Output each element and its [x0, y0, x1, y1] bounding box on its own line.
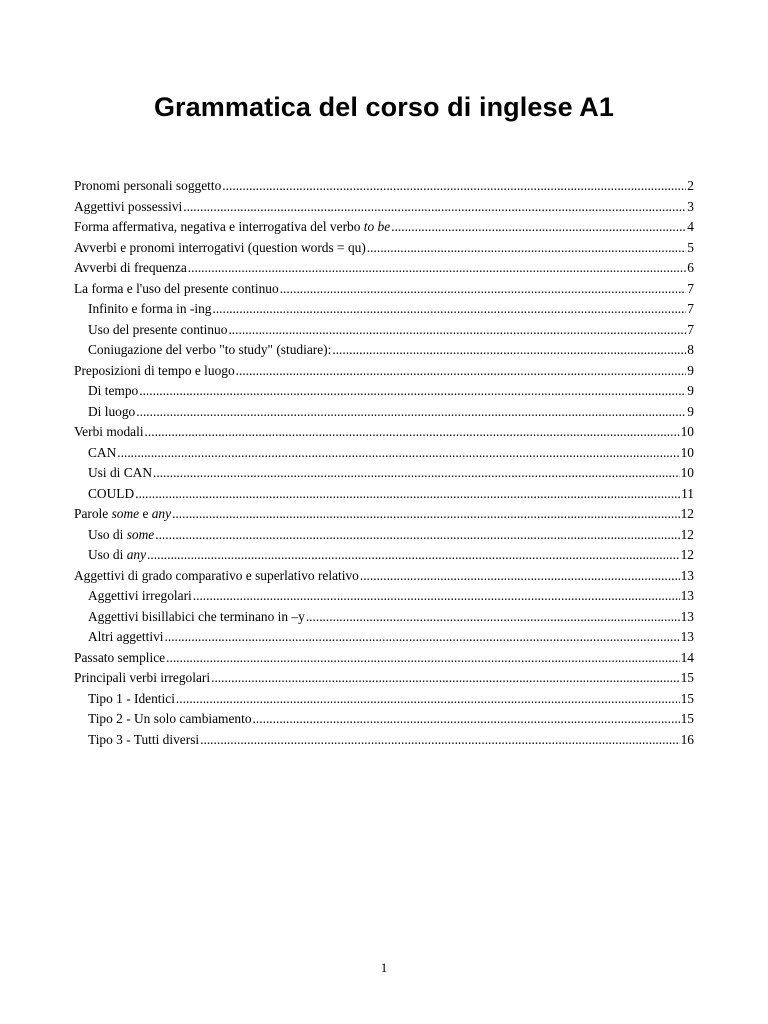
- toc-dot-leader: [147, 545, 680, 566]
- toc-entry-label: [74, 566, 359, 587]
- toc-entry-label: [74, 176, 221, 197]
- toc-subentry[interactable]: [74, 689, 694, 710]
- toc-entry[interactable]: [74, 361, 694, 382]
- toc-entry-label: [88, 730, 199, 751]
- toc-label-part: some: [111, 506, 140, 521]
- toc-page-number: 15: [680, 711, 694, 726]
- toc-label-part: e: [139, 506, 152, 521]
- toc-page-number: 12: [680, 506, 694, 521]
- toc-label-part: Aggettivi bisillabici che terminano in –y: [88, 608, 305, 624]
- toc-dot-leader: [145, 422, 680, 443]
- toc-label-part: Coniugazione del verbo "to study" (studiare):: [88, 342, 332, 357]
- toc-subentry[interactable]: [74, 586, 694, 607]
- toc-page-number: 7: [687, 280, 694, 296]
- toc-label-part: Preposizioni di tempo e luogo: [74, 362, 235, 378]
- toc-entry-label: [74, 504, 171, 525]
- toc-dot-leader: [280, 279, 687, 300]
- toc-entry-label: [74, 422, 144, 443]
- toc-page-number: 9: [687, 383, 694, 398]
- toc-dot-leader: [236, 361, 687, 382]
- toc-label-part: Principali verbi irregolari: [74, 670, 211, 685]
- toc-entry-label: [88, 627, 164, 648]
- toc-label-part: Pronomi personali soggetto: [74, 178, 222, 193]
- toc-dot-leader: [360, 566, 680, 587]
- toc-page-number: 10: [680, 465, 694, 480]
- toc-page-number: 13: [680, 629, 694, 644]
- toc-entry[interactable]: [74, 197, 694, 218]
- toc-label-part: Avverbi di frequenza: [74, 260, 187, 275]
- toc-subentry[interactable]: [74, 320, 694, 341]
- toc-entry[interactable]: [74, 648, 694, 669]
- toc-entry-label: [88, 484, 134, 505]
- toc-dot-leader: [211, 668, 680, 689]
- toc-entry[interactable]: [74, 422, 694, 443]
- toc-entry-label: [88, 586, 192, 607]
- toc-label-part: Aggettivi possessivi: [74, 198, 183, 214]
- toc-entry-label: [74, 648, 165, 669]
- toc-dot-leader: [153, 463, 680, 484]
- toc-dot-leader: [117, 443, 679, 464]
- toc-entry[interactable]: [74, 566, 694, 587]
- toc-entry-label: [88, 402, 135, 423]
- toc-label-part: Verbi modali: [74, 424, 144, 439]
- toc-subentry[interactable]: [74, 381, 694, 402]
- toc-label-part: Usi di CAN: [88, 465, 152, 480]
- toc-entry-label: [74, 668, 210, 689]
- toc-dot-leader: [166, 648, 679, 669]
- toc-subentry[interactable]: [74, 484, 694, 505]
- toc-dot-leader: [136, 402, 686, 423]
- toc-dot-leader: [391, 217, 686, 238]
- toc-dot-leader: [212, 299, 686, 320]
- toc-entry[interactable]: [74, 668, 694, 689]
- toc-page-number: 7: [687, 301, 694, 316]
- toc-entry-label: [88, 545, 146, 566]
- toc-subentry[interactable]: [74, 607, 694, 628]
- toc-entry-label: [88, 525, 154, 546]
- toc-page-number: 8: [687, 342, 694, 357]
- toc-label-part: Di luogo: [88, 403, 136, 419]
- toc-subentry[interactable]: [74, 627, 694, 648]
- toc-label-part: Aggettivi di grado comparativo e superlativo relativo: [74, 567, 359, 583]
- toc-page-number: 14: [680, 649, 694, 665]
- toc-dot-leader: [367, 238, 687, 259]
- toc-entry-label: [88, 709, 252, 730]
- toc-entry[interactable]: [74, 504, 694, 525]
- toc-label-part: Tipo 2 - Un solo cambiamento: [88, 711, 252, 726]
- toc-subentry[interactable]: [74, 525, 694, 546]
- toc-subentry[interactable]: [74, 299, 694, 320]
- toc-dot-leader: [139, 381, 686, 402]
- toc-dot-leader: [183, 197, 686, 218]
- toc-label-part: CAN: [88, 444, 117, 460]
- toc-entry-label: [88, 463, 152, 484]
- toc-page-number: 15: [680, 670, 694, 685]
- toc-label-part: Tipo 1 - Identici: [88, 690, 175, 706]
- toc-entry-label: [74, 197, 182, 218]
- toc-dot-leader: [222, 176, 686, 197]
- toc-label-part: Altri aggettivi: [88, 629, 164, 644]
- toc-page-number: 9: [687, 403, 694, 419]
- toc-dot-leader: [155, 525, 679, 546]
- toc-label-part: Infinito e forma in -ing: [88, 301, 212, 316]
- toc-label-part: Passato semplice: [74, 649, 166, 665]
- toc-dot-leader: [165, 627, 680, 648]
- toc-label-part: Tipo 3 - Tutti diversi: [88, 731, 200, 747]
- toc-subentry[interactable]: [74, 709, 694, 730]
- toc-page-number: 2: [687, 178, 694, 193]
- toc-label-part: Uso di: [88, 547, 127, 562]
- toc-subentry[interactable]: [74, 340, 694, 361]
- toc-page-number: 6: [687, 260, 694, 275]
- toc-page-number: 7: [687, 321, 694, 337]
- toc-page-number: 11: [681, 485, 694, 501]
- table-of-contents: [74, 176, 694, 750]
- toc-page-number: 12: [680, 526, 694, 542]
- toc-label-part: La forma e l'uso del presente continuo: [74, 280, 279, 296]
- toc-subentry[interactable]: [74, 402, 694, 423]
- toc-dot-leader: [306, 607, 680, 628]
- toc-label-part: any: [151, 506, 172, 521]
- toc-entry-label: [88, 443, 116, 464]
- toc-dot-leader: [135, 484, 680, 505]
- toc-label-part: some: [126, 526, 155, 542]
- toc-label-part: to be: [363, 219, 391, 234]
- toc-page-number: 13: [680, 567, 694, 583]
- toc-page-number: 9: [687, 362, 694, 378]
- toc-subentry[interactable]: [74, 730, 694, 751]
- toc-page-number: 10: [680, 424, 694, 439]
- toc-label-part: Forma affermativa, negativa e interrogativa del verbo: [74, 219, 364, 234]
- toc-dot-leader: [228, 320, 686, 341]
- toc-page-number: 12: [680, 547, 694, 562]
- toc-dot-leader: [193, 586, 680, 607]
- toc-entry-label: [88, 381, 138, 402]
- toc-subentry[interactable]: [74, 545, 694, 566]
- toc-entry-label: [74, 238, 366, 259]
- toc-entry[interactable]: [74, 176, 694, 197]
- toc-entry-label: [74, 217, 390, 238]
- toc-page-number: 4: [687, 219, 694, 234]
- toc-entry-label: [88, 320, 227, 341]
- toc-label-part: Parole: [74, 506, 112, 521]
- toc-page-number: 5: [687, 239, 694, 255]
- toc-page-number: 13: [680, 588, 694, 603]
- toc-subentry[interactable]: [74, 443, 694, 464]
- toc-entry[interactable]: [74, 258, 694, 279]
- toc-page-number: 16: [680, 731, 694, 747]
- toc-entry-label: [74, 258, 187, 279]
- page-number: 1: [380, 960, 388, 975]
- toc-entry-label: [88, 340, 331, 361]
- toc-entry-label: [74, 361, 235, 382]
- toc-dot-leader: [172, 504, 680, 525]
- toc-dot-leader: [332, 340, 686, 361]
- toc-page-number: 13: [680, 608, 694, 624]
- toc-label-part: COULD: [88, 485, 135, 501]
- toc-subentry[interactable]: [74, 463, 694, 484]
- toc-entry[interactable]: [74, 238, 694, 259]
- toc-label-part: Di tempo: [88, 383, 139, 398]
- toc-label-part: Uso del presente continuo: [88, 321, 228, 337]
- toc-label-part: Aggettivi irregolari: [88, 588, 192, 603]
- toc-entry-label: [88, 299, 211, 320]
- toc-label-part: Avverbi e pronomi interrogativi (question words = qu): [74, 239, 366, 255]
- toc-page-number: 15: [680, 690, 694, 706]
- toc-entry-label: [88, 689, 175, 710]
- toc-dot-leader: [188, 258, 687, 279]
- toc-label-part: any: [126, 547, 147, 562]
- toc-page-number: 10: [680, 444, 694, 460]
- toc-label-part: Uso di: [88, 526, 127, 542]
- page-title: Grammatica del corso di inglese A1: [153, 92, 615, 122]
- toc-page-number: 3: [687, 198, 694, 214]
- toc-dot-leader: [200, 730, 679, 751]
- toc-dot-leader: [176, 689, 680, 710]
- toc-dot-leader: [253, 709, 680, 730]
- toc-entry-label: [74, 279, 279, 300]
- toc-entry[interactable]: [74, 217, 694, 238]
- toc-entry[interactable]: [74, 279, 694, 300]
- toc-entry-label: [88, 607, 305, 628]
